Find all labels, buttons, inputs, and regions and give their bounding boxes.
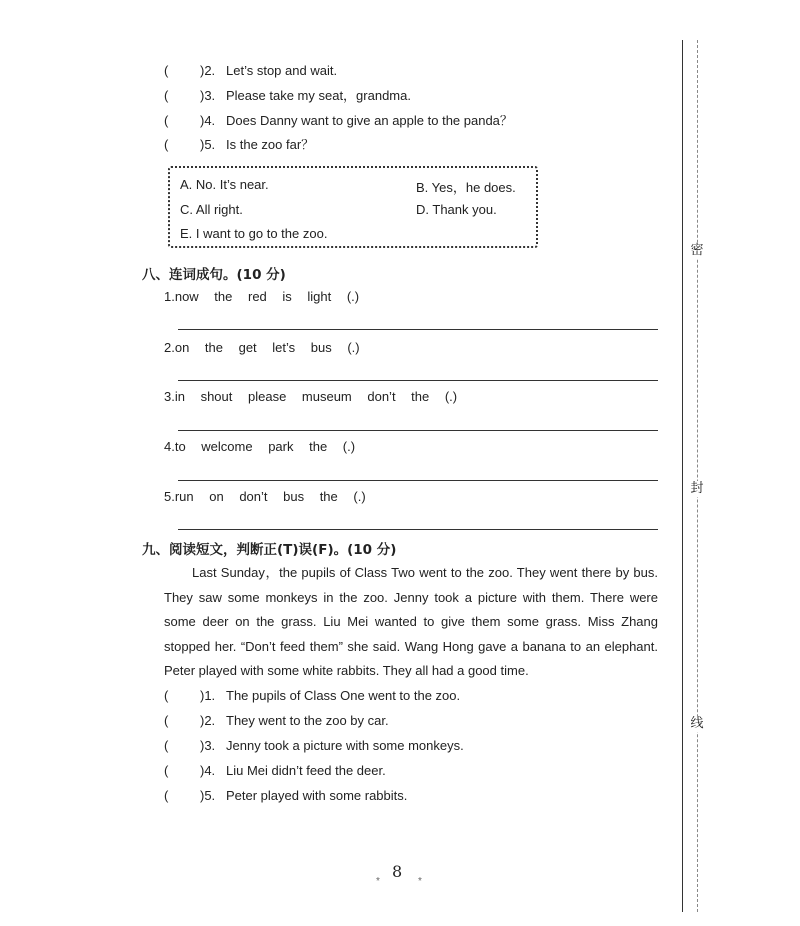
section9-title: 九、阅读短文，判断正(T)误(F)。(10 分) bbox=[142, 542, 397, 558]
answer-bracket-open[interactable]: ( bbox=[164, 137, 169, 152]
answer-bracket-open[interactable]: ( bbox=[164, 713, 169, 728]
binding-cut-line bbox=[697, 40, 698, 912]
answer-bracket-open[interactable]: ( bbox=[164, 63, 169, 78]
item-number: )5. bbox=[200, 788, 216, 803]
statement-text: The pupils of Class One went to the zoo. bbox=[226, 688, 461, 703]
item-number: )3. bbox=[200, 738, 216, 753]
page-number: 8 bbox=[392, 862, 403, 881]
scrambled-sentence-1: 1.now the red is light (.) bbox=[164, 289, 360, 304]
section8-title: 八、连词成句。(10 分) bbox=[142, 267, 286, 283]
statement-text: Peter played with some rabbits. bbox=[226, 788, 408, 803]
option-c: C. All right. bbox=[180, 202, 243, 217]
answer-line-5[interactable] bbox=[178, 529, 658, 530]
statement-text: Jenny took a picture with some monkeys. bbox=[226, 738, 464, 753]
star-decoration-icon: * bbox=[376, 876, 380, 887]
margin-label-feng: 封 bbox=[690, 481, 704, 496]
sentence-text: Is the zoo far？ bbox=[226, 137, 315, 152]
answer-bracket-open[interactable]: ( bbox=[164, 738, 169, 753]
item-number: )2. bbox=[200, 63, 216, 78]
answer-bracket-open[interactable]: ( bbox=[164, 763, 169, 778]
sentence-text: Does Danny want to give an apple to the panda？ bbox=[226, 113, 513, 128]
answer-line-2[interactable] bbox=[178, 380, 658, 381]
star-decoration-icon: * bbox=[418, 876, 422, 887]
scrambled-sentence-4: 4.to welcome park the (.) bbox=[164, 439, 356, 454]
item-number: )3. bbox=[200, 88, 216, 103]
item-number: )2. bbox=[200, 713, 216, 728]
option-b: B. Yes，he does. bbox=[416, 180, 516, 195]
item-number: )1. bbox=[200, 688, 216, 703]
reading-passage bbox=[164, 561, 658, 684]
answer-bracket-open[interactable]: ( bbox=[164, 688, 169, 703]
margin-label-mi: 密 bbox=[690, 243, 704, 258]
scrambled-sentence-3: 3.in shout please museum don’t the (.) bbox=[164, 389, 458, 404]
option-e: E. I want to go to the zoo. bbox=[180, 226, 328, 241]
statement-text: They went to the zoo by car. bbox=[226, 713, 389, 728]
passage-text: Last Sunday，the pupils of Class Two went to the zoo. They went there by bus. They saw some monkeys in the zoo. Jenny took a picture with them. There were some deer on the grass. Liu Mei wanted to give them some grass. Miss Zhang stopped her. “Don’t feed them” she said. Wang Hong gave a banana to an elephant. Peter played with some white rabbits. They all had a good time. bbox=[164, 565, 658, 678]
item-number: )5. bbox=[200, 137, 216, 152]
sentence-text: Let’s stop and wait. bbox=[226, 63, 338, 78]
answer-line-1[interactable] bbox=[178, 329, 658, 330]
option-d: D. Thank you. bbox=[416, 202, 497, 217]
answer-bracket-open[interactable]: ( bbox=[164, 113, 169, 128]
scrambled-sentence-5: 5.run on don’t bus the (.) bbox=[164, 489, 366, 504]
option-a: A. No. It’s near. bbox=[180, 177, 269, 192]
answer-line-3[interactable] bbox=[178, 430, 658, 431]
scrambled-sentence-2: 2.on the get let’s bus (.) bbox=[164, 340, 360, 355]
answer-bracket-open[interactable]: ( bbox=[164, 88, 169, 103]
sentence-text: Please take my seat，grandma. bbox=[226, 88, 411, 103]
options-box bbox=[168, 166, 538, 248]
margin-label-xian: 线 bbox=[690, 716, 704, 731]
binding-border-line bbox=[682, 40, 683, 912]
item-number: )4. bbox=[200, 763, 216, 778]
answer-bracket-open[interactable]: ( bbox=[164, 788, 169, 803]
item-number: )4. bbox=[200, 113, 216, 128]
answer-line-4[interactable] bbox=[178, 480, 658, 481]
statement-text: Liu Mei didn’t feed the deer. bbox=[226, 763, 386, 778]
